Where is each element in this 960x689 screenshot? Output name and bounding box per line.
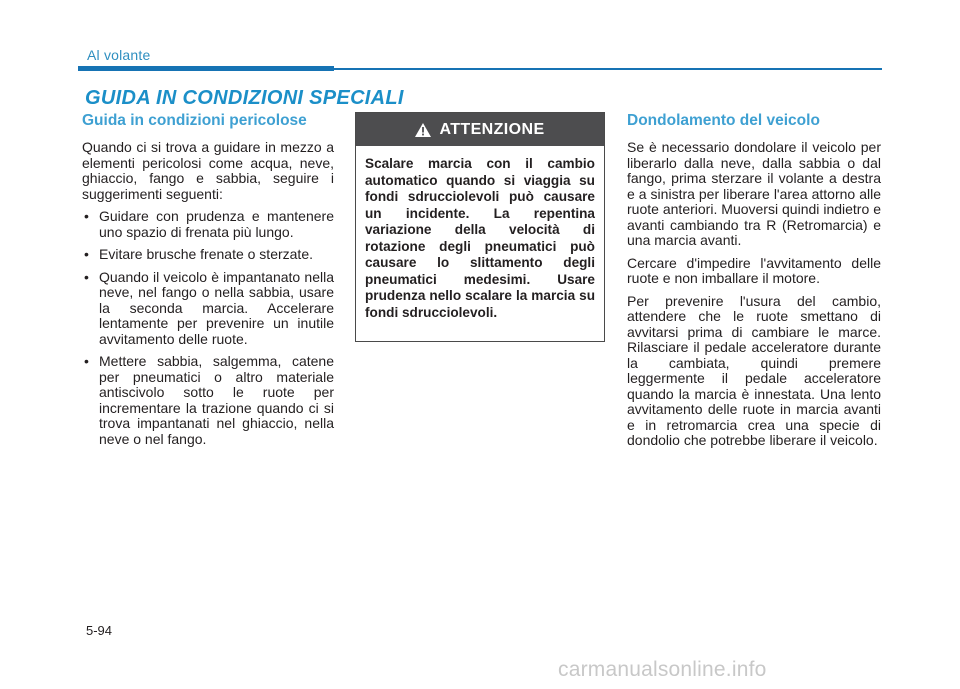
watermark: carmanualsonline.info (558, 658, 767, 681)
paragraph: Per prevenire l'usura del cambio, attendere che le ruote smettano di avvitarsi prima di cambiare le marce. Rilasciare il pedale acceleratore durante la cambiata, quindi premere leggermente il pedale acceleratore quando la marcia è innestata. Una lento avvitamento delle ruote in marcia avanti e in retromarcia crea una specie di dondolio che potrebbe liberare il veicolo. (627, 292, 881, 448)
left-column (82, 112, 334, 454)
list-item: • Evitare brusche frenate o sterzate. (84, 246, 313, 262)
paragraph: Cercare d'impedire l'avvitamento delle ruote e non imballare il motore. (627, 254, 881, 286)
list-item: • Quando il veicolo è impantanato nella neve, nel fango o nella sabbia, usare la seconda marcia. Accelerare lentamente per prevenire un inutile avvitamento delle ruote. (84, 268, 334, 347)
header-rule-thick (78, 66, 334, 71)
warning-box (355, 112, 605, 342)
warning-triangle-icon (415, 123, 431, 137)
bullet-icon: • (84, 208, 89, 224)
section-label: Al volante (87, 47, 151, 63)
warning-title: ATTENZIONE (439, 120, 545, 138)
page-number: 5-94 (86, 623, 113, 638)
warning-text: Scalare marcia con il cambio automatico quando si viaggia su fondi sdrucciolevoli può causare un incidente. La repentina variazione della velocità di rotazione degli pneumatici può causare lo slittamento degli pneumatici medesimi. Usare prudenza nello scalare la marcia su fondi sdrucciolevoli. (365, 156, 595, 320)
bullet-icon: • (84, 268, 89, 285)
intro-paragraph: Quando ci si trova a guidare in mezzo a elementi pericolosi come acqua, neve, ghiaccio, fango e sabbia, seguire i suggerimenti seguenti: (82, 139, 334, 202)
tips-list (82, 209, 334, 447)
bullet-icon: • (84, 353, 89, 369)
bullet-icon: • (84, 246, 89, 262)
right-column (627, 112, 881, 456)
list-item: • Guidare con prudenza e mantenere uno spazio di frenata più lungo. (84, 208, 334, 240)
header-rule-thin (334, 68, 882, 70)
warning-header (356, 113, 604, 146)
list-item: • Mettere sabbia, salgemma, catene per pneumatici o altro materiale antiscivolo sotto le ruote per incrementare la trazione quando ci si trova impantanati nel ghiaccio, nella neve o nel fango. (84, 353, 334, 447)
chapter-title: GUIDA IN CONDIZIONI SPECIALI (85, 87, 404, 109)
paragraph: Se è necessario dondolare il veicolo per liberarlo dalla neve, dalla sabbia o dal fango, prima sterzare il volante a destra e a sinistra per liberare l'area attorno alle ruote anteriori. Muoversi quindi indietro e avanti cambiando tra R (Retromarcia) e una marcia avanti. (627, 139, 881, 248)
section-heading-rocking: Dondolamento del veicolo (627, 112, 820, 129)
section-heading-hazardous-driving: Guida in condizioni pericolose (82, 112, 307, 129)
